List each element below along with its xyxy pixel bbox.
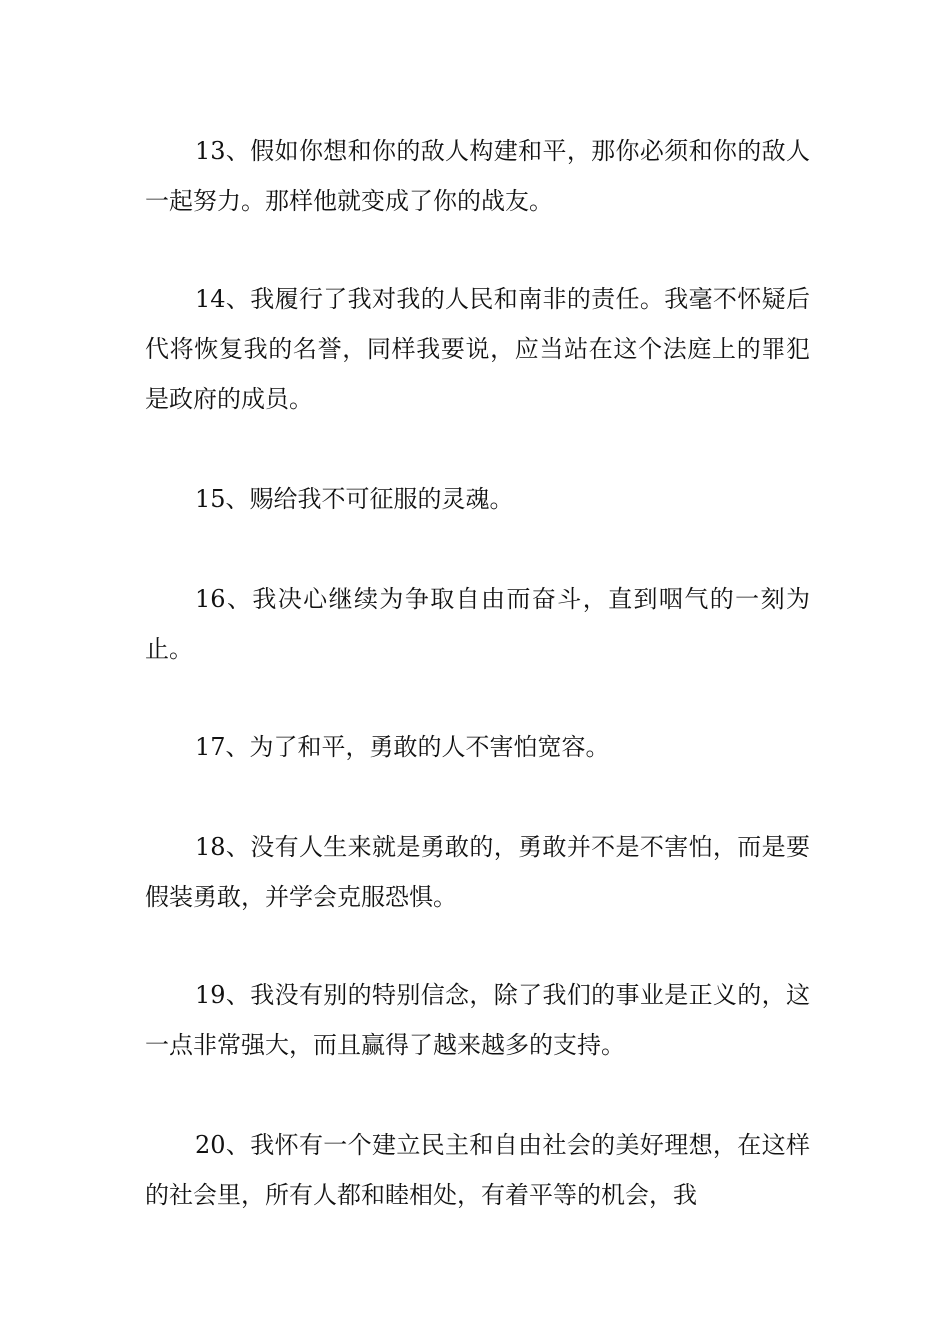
- paragraph-17: 17、为了和平，勇敢的人不害怕宽容。: [195, 733, 610, 761]
- paragraph-16: 16、我决心继续为争取自由而奋斗，直到咽气的一刻为止。: [145, 585, 810, 663]
- paragraph-14: 14、我履行了我对我的人民和南非的责任。我毫不怀疑后代将恢复我的名誉，同样我要说，应当站在这个法庭上的罪犯是政府的成员。: [145, 285, 810, 413]
- paragraph-19: 19、我没有别的特别信念，除了我们的事业是正义的，这一点非常强大，而且赢得了越来越多的支持。: [145, 981, 810, 1059]
- paragraph-13: 13、假如你想和你的敌人构建和平，那你必须和你的敌人一起努力。那样他就变成了你的战友。: [145, 137, 810, 215]
- paragraph-18: 18、没有人生来就是勇敢的，勇敢并不是不害怕，而是要假装勇敢，并学会克服恐惧。: [145, 833, 810, 911]
- paragraph-20: 20、我怀有一个建立民主和自由社会的美好理想，在这样的社会里，所有人都和睦相处，有着平等的机会，我: [145, 1131, 810, 1209]
- paragraph-15: 15、赐给我不可征服的灵魂。: [195, 485, 514, 513]
